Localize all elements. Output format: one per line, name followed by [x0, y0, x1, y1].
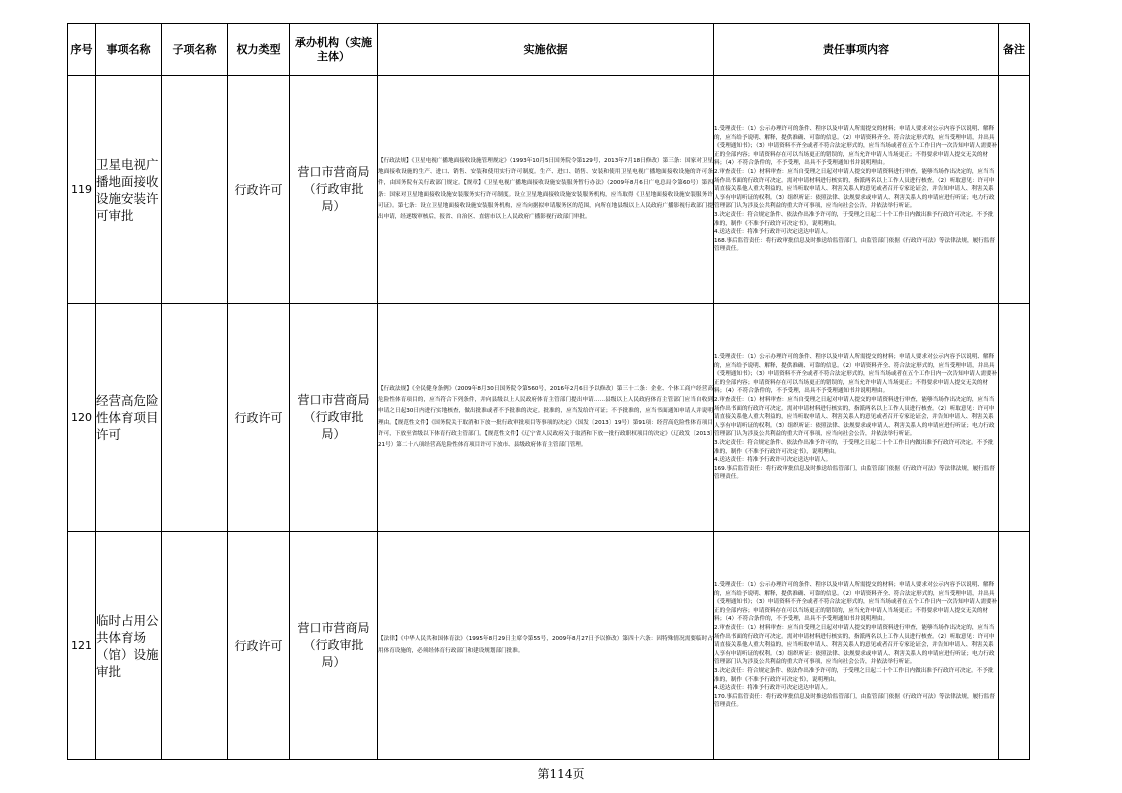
table-row	[68, 532, 1030, 760]
row-responsibility	[714, 532, 999, 760]
row-responsibility	[714, 304, 999, 532]
row-no: 119	[68, 76, 96, 304]
resp-acceptance: 1.受理责任：（1）公示办理许可的条件、程序以及申请人所需提交的材料；申请人要求对公示内容予以说明、解释的，应当给予说明、解释，提供准确、可靠的信息。（2）申请资料齐全、符合法定形式的，应当受理申请，并出具《受理通知书》；（3）申请资料不齐全或者不符合法定形式的，应当当场或者在五个工作日内一次告知申请人需要补正的全部内容；申请资料存在可以当场更正的错误的，应当允许申请人当场更正；不得要求申请人提交无关的材料；（4）不符合条件的，不予受理，出具不予受理通知书并说明理由。	[714, 582, 998, 623]
header-responsibility: 责任事项内容	[714, 24, 999, 76]
row-basis: 【行政法规】《全民健身条例》（2009年8月30日国务院令第560号，2016年2月6日予以修改）第三十二条：企业、个体工商户经营高危险性体育项目的，应当符合下列条件，并向县级以上人民政府体育主管部门提出申请……县级以上人民政府体育主管部门应当自收到申请之日起30日内进行实地核查，做出批准或者不予批准的决定。批准的，应当发给许可证；不予批准的，应当书面通知申请人并说明理由。【规范性文件】《国务院关于取消和下放一批行政审批项目等事项的决定》（国发〔2013〕19号）第91项：经营高危险性体育项目许可，下放至省级以下体育行政主管部门。【规范性文件】《辽宁省人民政府关于取消和下放一批行政职权项目的决定》（辽政发〔2013〕21号）第二十八项经营高危险性体育项目许可下放市、县级政府体育主管部门管理。	[378, 304, 714, 532]
row-basis: 【法律】《中华人民共和国体育法》（1995年8月29日主席令第55号，2009年8月27日予以修改）第四十六条：因特殊情况需要临时占用体育设施的，必须经体育行政部门和建设规划部门批准。	[378, 532, 714, 760]
resp-decision: 3.决定责任：符合规定条件、依法作出准予许可的，于受理之日起二十个工作日内做出准予行政许可决定。不予批准的，制作《不准予行政许可决定书》，说明理由。	[714, 439, 994, 455]
row-note	[999, 304, 1030, 532]
row-organization: 营口市营商局（行政审批局）	[290, 76, 378, 304]
row-organization: 营口市营商局（行政审批局）	[290, 304, 378, 532]
resp-review: 2.审查责任：（1）材料审查：应当自受理之日起对申请人提交的申请资料进行审查，能够当场作出决定的，应当当场作出书面的行政许可决定。需对申请材料进行核实的，指派两名以上工作人员进行核查。（2）听取意见：许可申请直接关系他人重大利益的，应当听取申请人、利害关系人的意见或者召开专家论证会，并告知申请人、利害关系人享有申请听证的权利。（3）组织听证：依照法律、法规要求或申请人、利害关系人的申请应进行听证；电力行政管理部门认为涉及公共利益的重大许可事项，应当向社会公告，并依法举行听证。	[714, 169, 995, 210]
resp-review: 2.审查责任：（1）材料审查：应当自受理之日起对申请人提交的申请资料进行审查，能够当场作出决定的，应当当场作出书面的行政许可决定。需对申请材料进行核实的，指派两名以上工作人员进行核查。（2）听取意见：许可申请直接关系他人重大利益的，应当听取申请人、利害关系人的意见或者召开专家论证会，并告知申请人、利害关系人享有申请听证的权利。（3）组织听证：依照法律、法规要求或申请人、利害关系人的申请应进行听证；电力行政管理部门认为涉及公共利益的重大许可事项，应当向社会公告，并依法举行听证。	[714, 397, 995, 438]
header-note: 备注	[999, 24, 1030, 76]
resp-delivery: 4.送达责任：将准予行政许可决定送达申请人。	[714, 457, 832, 464]
header-subitem-name: 子项名称	[162, 24, 228, 76]
header-power-type: 权力类型	[228, 24, 290, 76]
responsibility-table	[67, 23, 1030, 760]
resp-supervision: 170.事后监管责任：将行政审批信息及时推送给监管部门，由监管部门依据《行政许可法》等法律法规，履行监督管理责任。	[714, 693, 995, 709]
row-organization: 营口市营商局（行政审批局）	[290, 532, 378, 760]
header-organization: 承办机构（实施主体）	[290, 24, 378, 76]
resp-review: 2.审查责任：（1）材料审查：应当自受理之日起对申请人提交的申请资料进行审查，能够当场作出决定的，应当当场作出书面的行政许可决定。需对申请材料进行核实的，指派两名以上工作人员进行核查。（2）听取意见：许可申请直接关系他人重大利益的，应当听取申请人、利害关系人的意见或者召开专家论证会，并告知申请人、利害关系人享有申请听证的权利。（3）组织听证：依照法律、法规要求或申请人、利害关系人的申请应进行听证；电力行政管理部门认为涉及公共利益的重大许可事项，应当向社会公告，并依法举行听证。	[714, 625, 995, 666]
resp-delivery: 4.送达责任：将准予行政许可决定送达申请人。	[714, 229, 832, 236]
row-subitem-name	[162, 76, 228, 304]
table-row	[68, 76, 1030, 304]
row-note	[999, 76, 1030, 304]
resp-supervision: 169.事后监管责任：将行政审批信息及时推送给监管部门，由监管部门依据《行政许可法》等法律法规，履行监督管理责任。	[714, 465, 995, 481]
resp-delivery: 4.送达责任：将准予行政许可决定送达申请人。	[714, 685, 832, 692]
row-power-type: 行政许可	[228, 76, 290, 304]
row-item-name: 卫星电视广播地面接收设施安装许可审批	[96, 76, 162, 304]
row-subitem-name	[162, 532, 228, 760]
row-item-name: 经营高危险性体育项目许可	[96, 304, 162, 532]
row-power-type: 行政许可	[228, 304, 290, 532]
row-no: 121	[68, 532, 96, 760]
table-header-row	[68, 24, 1030, 76]
table-row	[68, 304, 1030, 532]
resp-decision: 3.决定责任：符合规定条件、依法作出准予许可的，于受理之日起二十个工作日内做出准予行政许可决定。不予批准的，制作《不准予行政许可决定书》，说明理由。	[714, 667, 994, 683]
resp-decision: 3.决定责任：符合规定条件、依法作出准予许可的，于受理之日起二十个工作日内做出准予行政许可决定。不予批准的，制作《不准予行政许可决定书》，说明理由。	[714, 211, 994, 227]
row-item-name: 临时占用公共体育场（馆）设施审批	[96, 532, 162, 760]
row-responsibility	[714, 76, 999, 304]
header-item-name: 事项名称	[96, 24, 162, 76]
page-number: 第114页	[537, 767, 585, 781]
resp-acceptance: 1.受理责任：（1）公示办理许可的条件、程序以及申请人所需提交的材料；申请人要求对公示内容予以说明、解释的，应当给予说明、解释，提供准确、可靠的信息。（2）申请资料齐全、符合法定形式的，应当受理申请，并出具《受理通知书》；（3）申请资料不齐全或者不符合法定形式的，应当当场或者在五个工作日内一次告知申请人需要补正的全部内容；申请资料存在可以当场更正的错误的，应当允许申请人当场更正；不得要求申请人提交无关的材料；（4）不符合条件的，不予受理，出具不予受理通知书并说明理由。	[714, 126, 998, 167]
row-subitem-name	[162, 304, 228, 532]
header-no: 序号	[68, 24, 96, 76]
header-basis: 实施依据	[378, 24, 714, 76]
row-note	[999, 532, 1030, 760]
row-power-type: 行政许可	[228, 532, 290, 760]
resp-supervision: 168.事后监管责任：将行政审批信息及时推送给监管部门，由监管部门依据《行政许可法》等法律法规，履行监督管理责任。	[714, 237, 995, 253]
row-basis: 【行政法规】《卫星电视广播地面接收设施管理规定》（1993年10月5日国务院令第129号，2013年7月18日修改）第三条：国家对卫星地面接收设施的生产、进口、销售、安装和使用实行许可制度。生产、进口、销售、安装和使用卫星电视广播地面接收设施的许可条件，由国务院有关行政部门规定。【规章】《卫星电视广播地面接收设施安装服务暂行办法》（2009年8月6日广电总局令第60号）第四条：国家对卫星地面接收设施安装服务实行许可制度。设立卫星地面接收设施安装服务机构，应当取得《卫星地面接收设施安装服务许可证》。第七条：设立卫星地面接收设施安装服务机构，应当向据拟申请服务区的范围，向所在地县级以上人民政府广播影视行政部门提出申请，经逐级审核后，报省、自治区、直辖市以上人民政府广播影视行政部门审批。	[378, 76, 714, 304]
resp-acceptance: 1.受理责任：（1）公示办理许可的条件、程序以及申请人所需提交的材料；申请人要求对公示内容予以说明、解释的，应当给予说明、解释，提供准确、可靠的信息。（2）申请资料齐全、符合法定形式的，应当受理申请，并出具《受理通知书》；（3）申请资料不齐全或者不符合法定形式的，应当当场或者在五个工作日内一次告知申请人需要补正的全部内容；申请资料存在可以当场更正的错误的，应当允许申请人当场更正；不得要求申请人提交无关的材料；（4）不符合条件的，不予受理，出具不予受理通知书并说明理由。	[714, 354, 998, 395]
row-no: 120	[68, 304, 96, 532]
